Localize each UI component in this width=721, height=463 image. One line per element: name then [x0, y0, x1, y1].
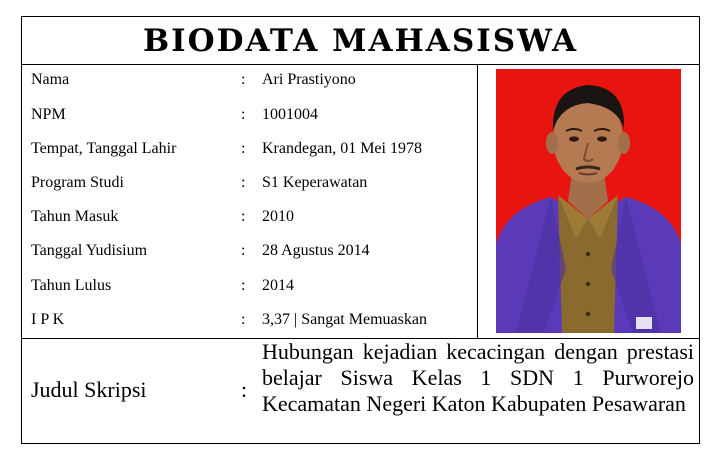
- field-value: Ari Prastiyono: [262, 71, 356, 88]
- title-row: [22, 17, 699, 65]
- field-row-tahun-lulus: [22, 270, 477, 304]
- student-photo: [496, 69, 681, 333]
- biodata-card: [21, 16, 700, 444]
- field-value: 3,37 | Sangat Memuaskan: [262, 311, 427, 328]
- field-value: Krandegan, 01 Mei 1978: [262, 140, 422, 157]
- field-label: NPM: [31, 106, 66, 123]
- field-value: 2010: [262, 208, 294, 225]
- info-table: [22, 64, 477, 338]
- field-row-ipk: [22, 304, 477, 338]
- field-value: 28 Agustus 2014: [262, 242, 370, 259]
- field-row-tahun-masuk: [22, 201, 477, 235]
- field-row-program-studi: [22, 167, 477, 201]
- page-title: BIODATA MAHASISWA: [142, 22, 579, 59]
- field-row-ttl: [22, 133, 477, 167]
- field-colon: :: [241, 277, 246, 294]
- judul-label: Judul Skripsi: [31, 377, 147, 402]
- field-value: 2014: [262, 277, 294, 294]
- column-divider: [477, 64, 478, 338]
- portrait-image: [496, 69, 681, 333]
- judul-section: [22, 338, 699, 445]
- field-colon: :: [241, 311, 246, 328]
- field-colon: :: [241, 140, 246, 157]
- field-colon: :: [241, 71, 246, 88]
- field-label: Program Studi: [31, 174, 124, 191]
- field-label: I P K: [31, 311, 65, 328]
- judul-colon: :: [241, 377, 248, 402]
- field-colon: :: [241, 242, 246, 259]
- field-label: Tanggal Yudisium: [31, 242, 148, 259]
- field-row-npm: [22, 99, 477, 133]
- field-label: Tahun Lulus: [31, 277, 112, 294]
- field-colon: :: [241, 106, 246, 123]
- field-value: S1 Keperawatan: [262, 174, 368, 191]
- field-label: Nama: [31, 71, 70, 88]
- field-value: 1001004: [262, 106, 318, 123]
- field-colon: :: [241, 174, 246, 191]
- field-label: Tahun Masuk: [31, 208, 119, 225]
- field-colon: :: [241, 208, 246, 225]
- field-row-tanggal-yudisium: [22, 235, 477, 269]
- field-label: Tempat, Tanggal Lahir: [31, 140, 177, 157]
- judul-text: Hubungan kejadian kecacingan dengan prestasi belajar Siswa Kelas 1 SDN 1 Purworejo Kecamatan Negeri Katon Kabupaten Pesawaran: [262, 339, 694, 416]
- field-row-nama: [22, 64, 477, 98]
